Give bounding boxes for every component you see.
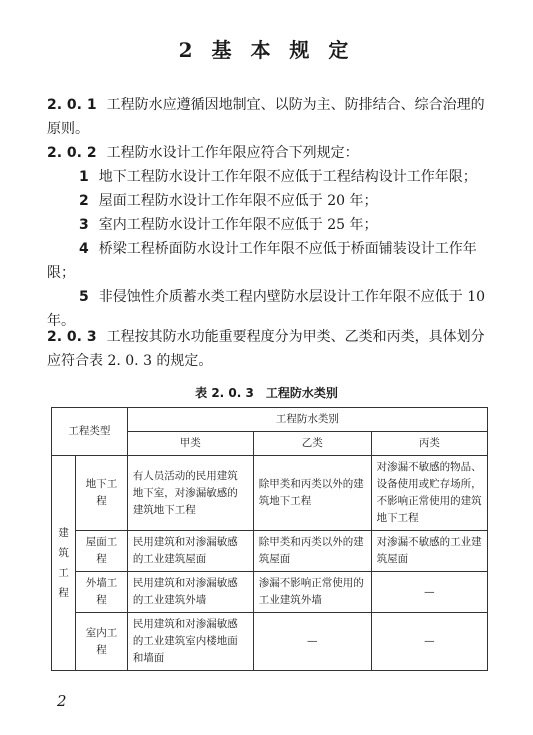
clause-2-0-2: [47, 141, 489, 165]
cell-b: 除甲类和丙类以外的建筑屋面: [253, 531, 371, 572]
table-caption: 表 2. 0. 3 工程防水类别: [195, 386, 338, 400]
table-row: [52, 456, 488, 531]
cell-b: 除甲类和丙类以外的建筑地下工程: [253, 456, 371, 531]
cell-b: 渗漏不影响正常使用的工业建筑外墙: [253, 572, 371, 613]
list-item: [47, 165, 489, 189]
cell-a: 民用建筑和对渗漏敏感的工业建筑室内楼地面和墙面: [127, 613, 253, 671]
table-row: [52, 572, 488, 613]
row-type: 地下工程: [76, 456, 128, 531]
item-text: 非侵蚀性介质蓄水类工程内壁防水层设计工作年限不应低于 10 年。: [47, 289, 486, 329]
header-category: 工程防水类别: [127, 408, 487, 432]
list-item: [47, 189, 489, 213]
clause-2-0-1: [47, 93, 489, 141]
item-text: 地下工程防水设计工作年限不应低于工程结构设计工作年限；: [98, 169, 477, 185]
clause-text: 工程按其防水功能重要程度分为甲类、乙类和丙类，具体划分应符合表 2. 0. 3 的规定。: [47, 329, 485, 369]
cell-c: —: [371, 613, 487, 671]
item-number: 5: [79, 289, 89, 305]
clause-number: 2. 0. 3: [47, 329, 97, 345]
page-number: 2: [57, 692, 67, 710]
cell-b: —: [253, 613, 371, 671]
item-text: 室内工程防水设计工作年限不应低于 25 年；: [98, 217, 378, 233]
group-label: 建筑工程: [52, 456, 76, 671]
header-col-a: 甲类: [127, 432, 253, 456]
item-text: 屋面工程防水设计工作年限不应低于 20 年；: [98, 193, 378, 209]
item-list: [47, 165, 489, 333]
cell-a: 有人员活动的民用建筑地下室，对渗漏敏感的建筑地下工程: [127, 456, 253, 531]
clause-text: 工程防水应遵循因地制宜、以防为主、防排结合、综合治理的原则。: [47, 97, 485, 137]
section-title: 2 基 本 规 定: [178, 38, 355, 62]
item-number: 3: [79, 217, 89, 233]
clause-2-0-3: [47, 325, 489, 373]
header-col-b: 乙类: [253, 432, 371, 456]
clause-number: 2. 0. 2: [47, 145, 97, 161]
table-row: [52, 613, 488, 671]
cell-c: —: [371, 572, 487, 613]
item-number: 1: [79, 169, 89, 185]
item-number: 2: [79, 193, 89, 209]
table-header-row: [52, 408, 488, 432]
row-type: 外墙工程: [76, 572, 128, 613]
item-text: 桥梁工程桥面防水设计工作年限不应低于桥面铺装设计工作年限；: [47, 241, 477, 281]
table-row: [52, 531, 488, 572]
row-type: 室内工程: [76, 613, 128, 671]
waterproof-category-table: [51, 407, 488, 671]
header-col-c: 丙类: [371, 432, 487, 456]
clause-number: 2. 0. 1: [47, 97, 97, 113]
list-item: [47, 213, 489, 237]
cell-a: 民用建筑和对渗漏敏感的工业建筑外墙: [127, 572, 253, 613]
row-type: 屋面工程: [76, 531, 128, 572]
cell-c: 对渗漏不敏感的工业建筑屋面: [371, 531, 487, 572]
cell-a: 民用建筑和对渗漏敏感的工业建筑屋面: [127, 531, 253, 572]
item-number: 4: [79, 241, 89, 257]
list-item: [47, 237, 489, 285]
clause-text: 工程防水设计工作年限应符合下列规定：: [106, 145, 359, 161]
header-type: 工程类型: [52, 408, 128, 456]
cell-c: 对渗漏不敏感的物品、设备使用或贮存场所，不影响正常使用的建筑地下工程: [371, 456, 487, 531]
